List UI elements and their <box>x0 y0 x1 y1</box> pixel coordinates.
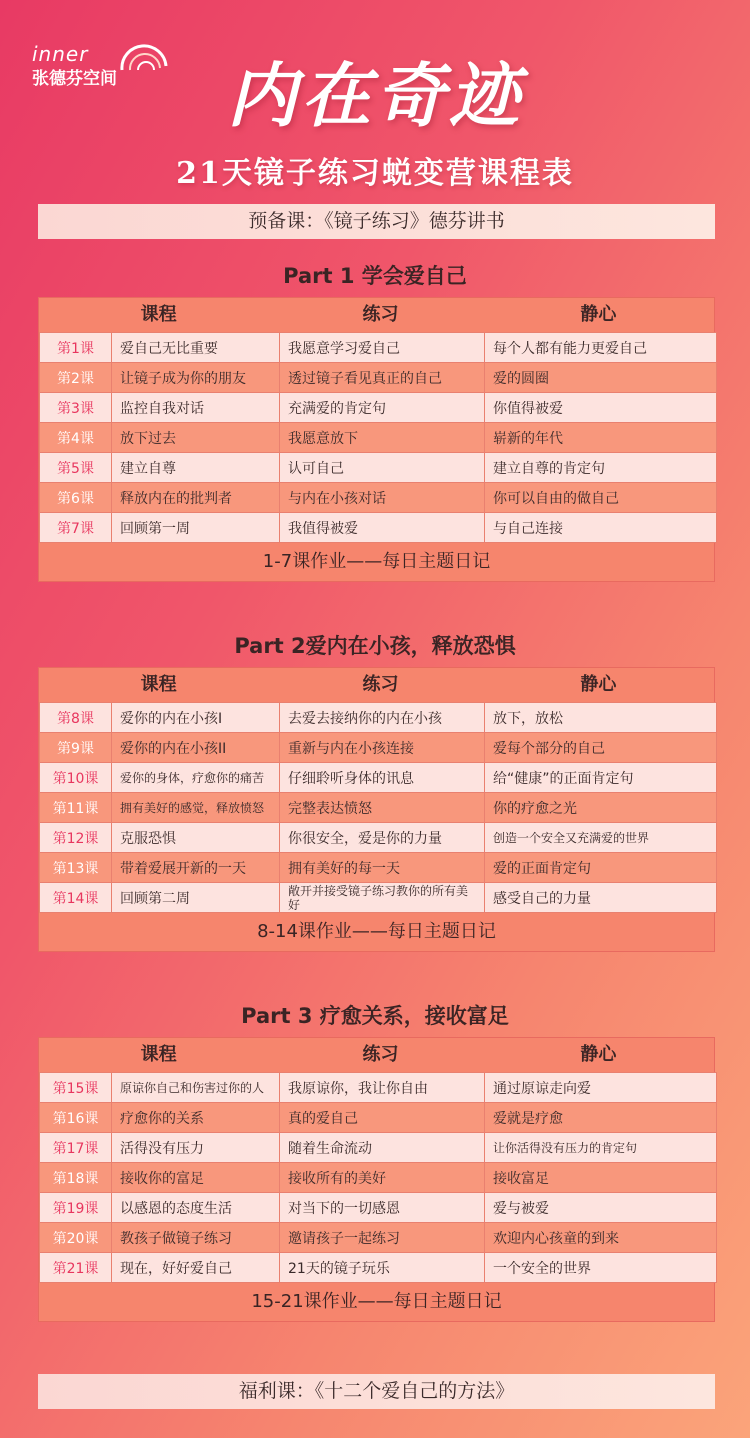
lesson-number: 第21课 <box>40 1253 112 1283</box>
lesson-number: 第14课 <box>40 883 112 913</box>
lesson-meditation: 一个安全的世界 <box>485 1253 717 1283</box>
column-header-practice: 练习 <box>362 304 399 325</box>
lesson-practice: 拥有美好的每一天 <box>280 853 485 883</box>
lesson-topic: 放下过去 <box>112 423 280 453</box>
table-row <box>40 363 717 393</box>
table-row <box>40 853 717 883</box>
lesson-meditation: 接收富足 <box>485 1163 717 1193</box>
part-1-homework: 1-7课作业——每日主题日记 <box>262 551 491 572</box>
lesson-practice: 你很安全，爱是你的力量 <box>280 823 485 853</box>
part-1-title: Part 1 学会爱自己 <box>283 264 467 288</box>
lesson-number: 第16课 <box>40 1103 112 1133</box>
lesson-practice: 邀请孩子一起练习 <box>280 1223 485 1253</box>
lesson-practice: 完整表达愤怒 <box>280 793 485 823</box>
lesson-topic: 活得没有压力 <box>112 1133 280 1163</box>
column-header-practice: 练习 <box>362 674 399 695</box>
lesson-meditation: 崭新的年代 <box>485 423 717 453</box>
lesson-topic: 让镜子成为你的朋友 <box>112 363 280 393</box>
table-row <box>40 823 717 853</box>
lesson-number: 第11课 <box>40 793 112 823</box>
part-3-title: Part 3 疗愈关系，接收富足 <box>241 1004 509 1028</box>
lesson-practice: 去爱去接纳你的内在小孩 <box>280 703 485 733</box>
lesson-practice: 我原谅你，我让你自由 <box>280 1073 485 1103</box>
lesson-practice: 重新与内在小孩连接 <box>280 733 485 763</box>
lesson-topic: 克服恐惧 <box>112 823 280 853</box>
main-title: 内在奇迹 <box>227 54 523 137</box>
part-2-homework: 8-14课作业——每日主题日记 <box>257 921 496 942</box>
lesson-topic: 释放内在的批判者 <box>112 483 280 513</box>
lesson-number: 第2课 <box>40 363 112 393</box>
table-row <box>40 1133 717 1163</box>
column-header-practice: 练习 <box>362 1044 399 1065</box>
lesson-number: 第7课 <box>40 513 112 543</box>
lesson-topic: 爱你的内在小孩II <box>112 733 280 763</box>
table-header <box>39 1038 714 1072</box>
lesson-meditation: 爱与被爱 <box>485 1193 717 1223</box>
bonus-course-banner: 福利课：《十二个爱自己的方法》 <box>38 1374 715 1409</box>
part-2-title: Part 2爱内在小孩，释放恐惧 <box>234 634 516 658</box>
table-row <box>40 1163 717 1193</box>
column-header-meditation: 静心 <box>580 304 617 325</box>
table-row <box>40 513 717 543</box>
lesson-meditation: 让你活得没有压力的肯定句 <box>485 1133 717 1163</box>
lesson-meditation: 创造一个安全又充满爱的世界 <box>485 823 717 853</box>
column-header-course: 课程 <box>140 674 177 695</box>
lesson-topic: 带着爱展开新的一天 <box>112 853 280 883</box>
lesson-number: 第9课 <box>40 733 112 763</box>
lesson-practice: 与内在小孩对话 <box>280 483 485 513</box>
table-row <box>40 483 717 513</box>
lesson-meditation: 你值得被爱 <box>485 393 717 423</box>
table-row <box>40 453 717 483</box>
course-grid <box>39 332 717 543</box>
table-row <box>40 1223 717 1253</box>
lesson-meditation: 通过原谅走向爱 <box>485 1073 717 1103</box>
table-row <box>40 1073 717 1103</box>
lesson-topic: 以感恩的态度生活 <box>112 1193 280 1223</box>
lesson-meditation: 爱就是疗愈 <box>485 1103 717 1133</box>
sub-title: 21天镜子练习蜕变营课程表 <box>176 156 574 191</box>
lesson-topic: 爱你的身体，疗愈你的痛苦 <box>112 763 280 793</box>
lesson-meditation: 放下，放松 <box>485 703 717 733</box>
lesson-meditation: 你可以自由的做自己 <box>485 483 717 513</box>
prep-course-banner: 预备课：《镜子练习》德芬讲书 <box>38 204 715 239</box>
table-row <box>40 1253 717 1283</box>
lesson-number: 第12课 <box>40 823 112 853</box>
lesson-topic: 拥有美好的感觉，释放愤怒 <box>112 793 280 823</box>
lesson-practice: 对当下的一切感恩 <box>280 1193 485 1223</box>
lesson-number: 第4课 <box>40 423 112 453</box>
lesson-practice: 接收所有的美好 <box>280 1163 485 1193</box>
table-row <box>40 793 717 823</box>
table-row <box>40 733 717 763</box>
lesson-topic: 现在，好好爱自己 <box>112 1253 280 1283</box>
lesson-practice: 21天的镜子玩乐 <box>280 1253 485 1283</box>
part-3-homework: 15-21课作业——每日主题日记 <box>251 1291 502 1312</box>
lesson-meditation: 每个人都有能力更爱自己 <box>485 333 717 363</box>
table-row <box>40 393 717 423</box>
lesson-meditation: 你的疗愈之光 <box>485 793 717 823</box>
lesson-number: 第17课 <box>40 1133 112 1163</box>
lesson-number: 第5课 <box>40 453 112 483</box>
table-row <box>40 1103 717 1133</box>
part-1-table <box>38 297 715 582</box>
lesson-meditation: 欢迎内心孩童的到来 <box>485 1223 717 1253</box>
lesson-topic: 回顾第二周 <box>112 883 280 913</box>
column-header-course: 课程 <box>140 304 177 325</box>
lesson-number: 第3课 <box>40 393 112 423</box>
lesson-practice: 仔细聆听身体的讯息 <box>280 763 485 793</box>
lesson-practice: 真的爱自己 <box>280 1103 485 1133</box>
lesson-practice: 我值得被爱 <box>280 513 485 543</box>
lesson-practice: 我愿意放下 <box>280 423 485 453</box>
lesson-number: 第1课 <box>40 333 112 363</box>
lesson-number: 第10课 <box>40 763 112 793</box>
lesson-topic: 爱你的内在小孩I <box>112 703 280 733</box>
lesson-topic: 原谅你自己和伤害过你的人 <box>112 1073 280 1103</box>
column-header-meditation: 静心 <box>580 674 617 695</box>
column-header-course: 课程 <box>140 1044 177 1065</box>
lesson-meditation: 与自己连接 <box>485 513 717 543</box>
table-row <box>40 883 717 913</box>
lesson-practice: 我愿意学习爱自己 <box>280 333 485 363</box>
logo-text-cn: 张德芬空间 <box>32 69 117 89</box>
lesson-number: 第8课 <box>40 703 112 733</box>
part-3-table <box>38 1037 715 1322</box>
lesson-practice: 敞开并接受镜子练习教你的所有美好 <box>280 883 485 913</box>
table-row <box>40 763 717 793</box>
lesson-topic: 教孩子做镜子练习 <box>112 1223 280 1253</box>
table-row <box>40 703 717 733</box>
lesson-meditation: 爱每个部分的自己 <box>485 733 717 763</box>
part-2-table <box>38 667 715 952</box>
lesson-practice: 透过镜子看见真正的自己 <box>280 363 485 393</box>
course-grid <box>39 1072 717 1283</box>
lesson-meditation: 爱的圆圈 <box>485 363 717 393</box>
table-row <box>40 333 717 363</box>
lesson-practice: 充满爱的肯定句 <box>280 393 485 423</box>
lesson-number: 第19课 <box>40 1193 112 1223</box>
lesson-practice: 认可自己 <box>280 453 485 483</box>
lesson-number: 第6课 <box>40 483 112 513</box>
course-grid <box>39 702 717 913</box>
lesson-topic: 建立自尊 <box>112 453 280 483</box>
table-row <box>40 1193 717 1223</box>
lesson-topic: 监控自我对话 <box>112 393 280 423</box>
table-row <box>40 423 717 453</box>
table-header <box>39 668 714 702</box>
column-header-meditation: 静心 <box>580 1044 617 1065</box>
lesson-meditation: 爱的正面肯定句 <box>485 853 717 883</box>
lesson-topic: 疗愈你的关系 <box>112 1103 280 1133</box>
lesson-number: 第13课 <box>40 853 112 883</box>
lesson-topic: 回顾第一周 <box>112 513 280 543</box>
lesson-number: 第15课 <box>40 1073 112 1103</box>
logo-text-en: inner <box>32 42 89 66</box>
lesson-number: 第20课 <box>40 1223 112 1253</box>
lesson-meditation: 建立自尊的肯定句 <box>485 453 717 483</box>
lesson-meditation: 感受自己的力量 <box>485 883 717 913</box>
lesson-topic: 接收你的富足 <box>112 1163 280 1193</box>
lesson-topic: 爱自己无比重要 <box>112 333 280 363</box>
table-header <box>39 298 714 332</box>
lesson-practice: 随着生命流动 <box>280 1133 485 1163</box>
lesson-meditation: 给“健康”的正面肯定句 <box>485 763 717 793</box>
lesson-number: 第18课 <box>40 1163 112 1193</box>
